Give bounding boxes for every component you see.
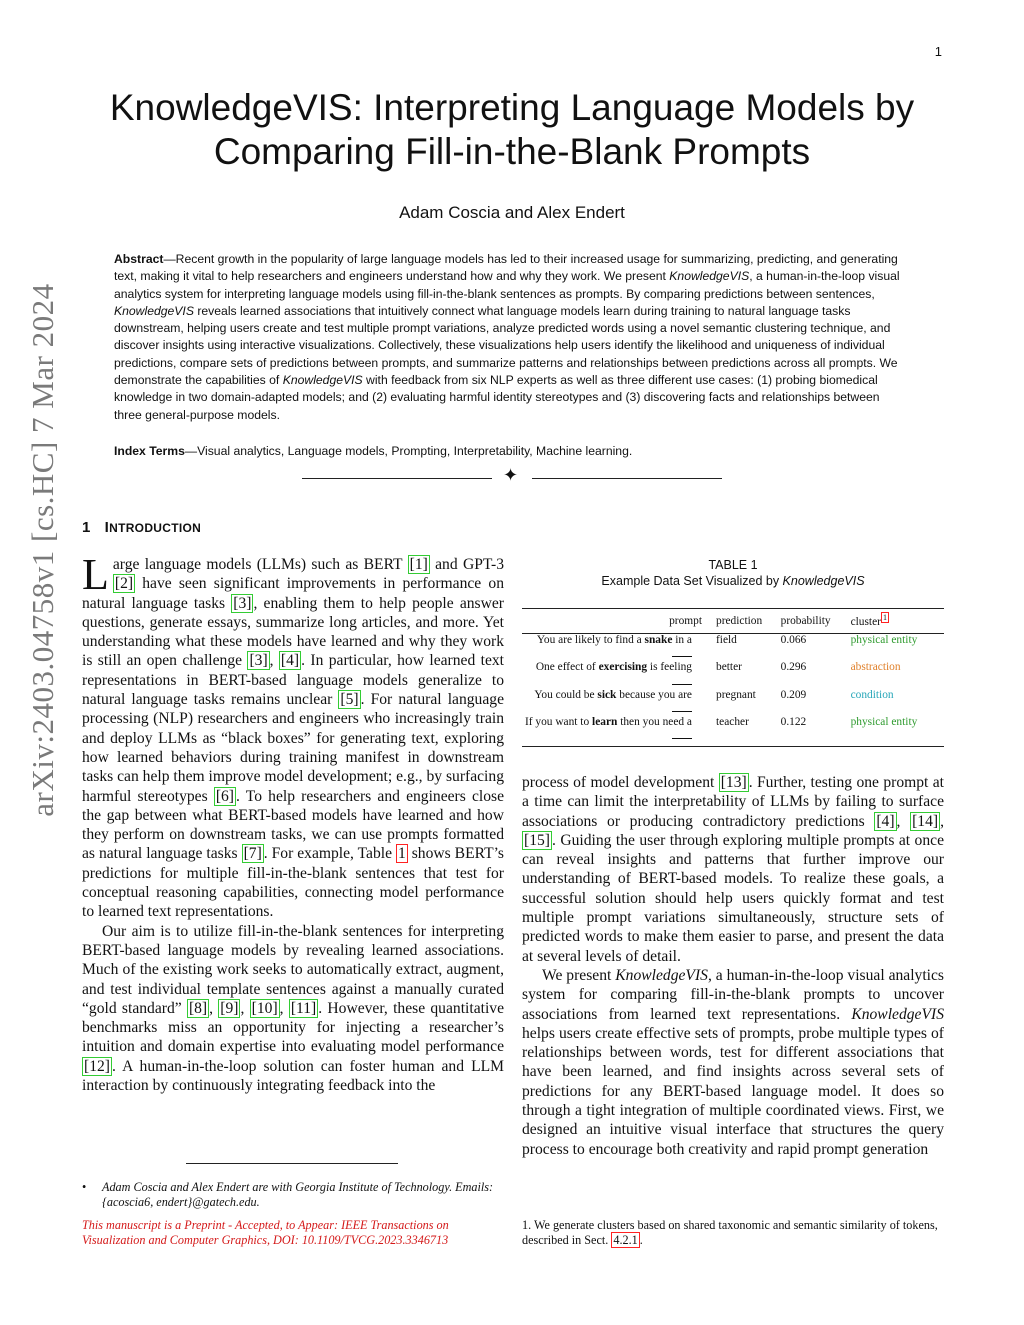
author-affiliation-note (82, 1180, 504, 1211)
probability-cell: 0.296 (780, 661, 807, 674)
prompt-cell: One effect of exercising is feeling (522, 661, 716, 688)
section-number: 1 (82, 519, 91, 536)
table-header-row (522, 609, 944, 634)
citation-link[interactable]: [5] (340, 691, 359, 709)
divider-line-right (532, 478, 722, 479)
system-name: KnowledgeVIS (615, 966, 708, 984)
table-row (522, 634, 944, 662)
citation-link[interactable]: [3] (233, 594, 252, 612)
citation-link[interactable]: [13] (720, 774, 747, 791)
table-label: TABLE 1 (708, 558, 758, 572)
cluster-cell: physical entity (850, 634, 918, 646)
page-number: 1 (934, 44, 942, 59)
citation-link[interactable]: [1] (409, 556, 428, 573)
citation-link[interactable]: [14] (912, 812, 939, 830)
index-terms-label: Index Terms (114, 444, 185, 458)
arxiv-stamp[interactable]: arXiv:2403.04758v1 [cs.HC] 7 Mar 2024 (25, 283, 60, 817)
system-name: KnowledgeVIS (114, 303, 194, 318)
section-title-rest: NTRODUCTION (109, 521, 202, 535)
drop-cap: L (82, 550, 109, 599)
footnote-rule (186, 1163, 398, 1164)
cluster-footnote: 1. We generate clusters based on shared taxonomic and semantic similarity of tokens, described in Sect. 4.2.1 . (522, 1218, 938, 1248)
probability-cell: 0.066 (780, 634, 807, 646)
abstract-label: Abstract (114, 252, 164, 266)
section-title-initial: I (104, 519, 110, 536)
divider-line-left (302, 478, 492, 479)
probability-cell: 0.209 (780, 688, 807, 701)
prompt-cell: If you want to learn then you need a (522, 716, 716, 747)
prediction-cell: better (716, 661, 742, 674)
section-ref-link[interactable]: 4.2.1 (613, 1233, 638, 1248)
author-affiliation-text: Adam Coscia and Alex Endert are with Georgia Institute of Technology. Emails: {acoscia6, endert}@gatech.edu. (102, 1180, 494, 1210)
abstract-text: with feedback from six NLP experts as well as three different use cases: (1) probing biomedical knowledge in two domain-adapted models; and (2) evaluating harmful identity stereotypes and (3) discovering facts and relationships between three general-purpose models. (114, 373, 880, 422)
section-heading (82, 519, 201, 536)
citation-link[interactable]: [2] (114, 575, 134, 593)
citation-link[interactable]: [15] (524, 831, 550, 849)
citation-link[interactable]: [7] (243, 845, 262, 863)
intro-paragraph-2: Our aim is to utilize fill-in-the-blank sentences for interpreting BERT-based language models by revealing learned associations. Much of the existing work seeks to automatically extract, augment, and test individual template sentences against a manually curated “gold standard” [8] , [9] , [10] , [11] . However, these quantitative benchmarks miss an opportunity for injecting a researcher’s intuition and domain expertise into evaluating model performance [12] . A human-in-the-loop solution can foster human and LLM interaction by continuously integrating feedback into the (82, 922, 504, 1095)
citation-link[interactable]: [4] (876, 812, 895, 830)
citation-link[interactable]: [9] (220, 999, 239, 1017)
table-title: Example Data Set Visualized by KnowledgeVIS (601, 573, 865, 588)
table-row (522, 716, 944, 747)
index-terms-text: —Visual analytics, Language models, Prompting, Interpretability, Machine learning. (184, 444, 633, 458)
table-row (522, 689, 944, 716)
cluster-cell: abstraction (850, 661, 901, 674)
citation-link[interactable]: [12] (84, 1057, 110, 1075)
cluster-cell: condition (850, 688, 894, 701)
table-caption (522, 558, 944, 589)
authors: Adam Coscia and Alex Endert (399, 203, 625, 222)
citation-link[interactable]: [3] (249, 652, 268, 670)
footnote-ref-link[interactable]: 1 (882, 613, 887, 622)
abstract-text: —Recent growth in the popularity of large language models has led to their increased usage for summarizing, predicting, and generating text, making it vital to help researchers and engineers understand how and why they work. We present (114, 252, 898, 284)
abstract-text: , a human-in-the-loop visual analytics system for interpreting language models using fill-in-the-blank sentences as prompts. By comparing predictions between sentences, (114, 269, 900, 301)
table-ref-link[interactable]: 1 (397, 845, 406, 863)
index-terms (114, 443, 910, 460)
right-column-text (522, 773, 944, 1159)
system-name: KnowledgeVIS (851, 1005, 944, 1023)
system-name: KnowledgeVIS (282, 373, 363, 388)
abstract-text: reveals learned associations that intuitively connect what language models learn during training to natural language tasks downstream, helping users create and test multiple prompt variations, analyze predicted words using a novel semantic clustering technique, and discover insights using interactive visualizations. Collectively, these visualizations help users identify the likelihood and uniqueness of individual predictions, compare sets of predictions between prompts, and summarize patterns and relationships between predictions across all prompts. We demonstrate the capabilities of (114, 303, 898, 388)
abstract (114, 251, 910, 424)
cluster-cell: physical entity (851, 716, 944, 747)
header-probability: probability (781, 609, 851, 634)
probability-cell: 0.122 (781, 716, 851, 747)
divider-diamond-icon: ✦ (503, 465, 519, 486)
header-cluster: cluster $^1$ (851, 609, 944, 634)
citation-link[interactable]: [4] (280, 652, 300, 670)
intro-paragraph-1: Large language models (LLMs) such as BERT [1] and GPT-3 [2] have seen significant improvements in performance on natural language tasks [3] , enabling them to help people answer questions, generate essays, summarize long articles, and more. Yet understanding what these models have learned and why they work is still an open challenge [3] , [4] . In particular, how learned text representations in BERT-based language models generalize to natural language tasks remains unclear [5] . For natural language processing (NLP) researchers and engineers who increasingly train and deploy LLMs as “black boxes” for generating text, exploring how learned behaviors during training manifest in downstream tasks can help them improve model development; e.g., by surfacing harmful stereotypes [6] . To help researchers and engineers close the gap between what BERT-based models have learned and how they perform on downstream tasks, we can use prompts formatted as natural language tasks [7] . For example, Table 1 shows BERT’s predictions for multiple fill-in-the-blank sentences that test for conceptual reasoning capabilities, connecting model performance to learned text representations. (82, 550, 505, 921)
prediction-cell: teacher (716, 716, 781, 747)
prompt-cell: You could be sick because you are (522, 689, 716, 716)
header-prompt: prompt (522, 609, 716, 634)
citation-link[interactable]: [10] (251, 999, 278, 1017)
example-data-table (522, 608, 944, 747)
table-row (522, 661, 944, 688)
paper-title: KnowledgeVIS: Interpreting Language Models by Comparing Fill-in-the-Blank Prompts (109, 87, 915, 172)
citation-link[interactable]: [11] (290, 999, 317, 1017)
bullet-icon: • (82, 1180, 87, 1194)
system-name: KnowledgeVIS (669, 269, 750, 284)
header-prediction: prediction (716, 609, 781, 634)
citation-link[interactable]: [6] (215, 787, 234, 805)
prediction-cell: pregnant (716, 688, 756, 701)
citation-link[interactable]: [8] (188, 999, 208, 1017)
left-column-text (82, 550, 505, 1095)
intro-paragraph-3: process of model development [13] . Further, testing one prompt at a time can limit the interpretability of LLMs by failing to surface associations or producing contradictory predictions [4] , [14] , [15] . Guiding the user through exploring multiple prompts at once can reveal insights and patterns that further improve our understanding of BERT-based models. To realize these goals, a successful solution should help users quickly format and test multiple prompt variations simultaneously, structure sets of predicted words to make them easier to parse, and present the data at several levels of detail. (522, 774, 945, 965)
preprint-notice: This manuscript is a Preprint - Accepted, to Appear: IEEE Transactions on Visualization and Computer Graphics, DOI: 10.1109/TVCG.2023.3346713 (82, 1218, 449, 1248)
prediction-cell: field (716, 634, 737, 646)
prompt-cell: You are likely to find a snake in a (522, 634, 716, 662)
intro-paragraph-4: We present KnowledgeVIS, a human-in-the-loop visual analytics system for comparing fill-in-the-blank prompts to uncover associations from learned text representations. KnowledgeVIS helps users create effective sets of prompts, probe multiple types of relationships between words, test for different associations that have been learned, and find insights across several sets of predictions for any BERT-based language model. It does so through a tight integration of multiple coordinated views. First, we designed an intuitive visual interface that structures the query process to encourage both creativity and rapid prompt generation (522, 966, 944, 1158)
